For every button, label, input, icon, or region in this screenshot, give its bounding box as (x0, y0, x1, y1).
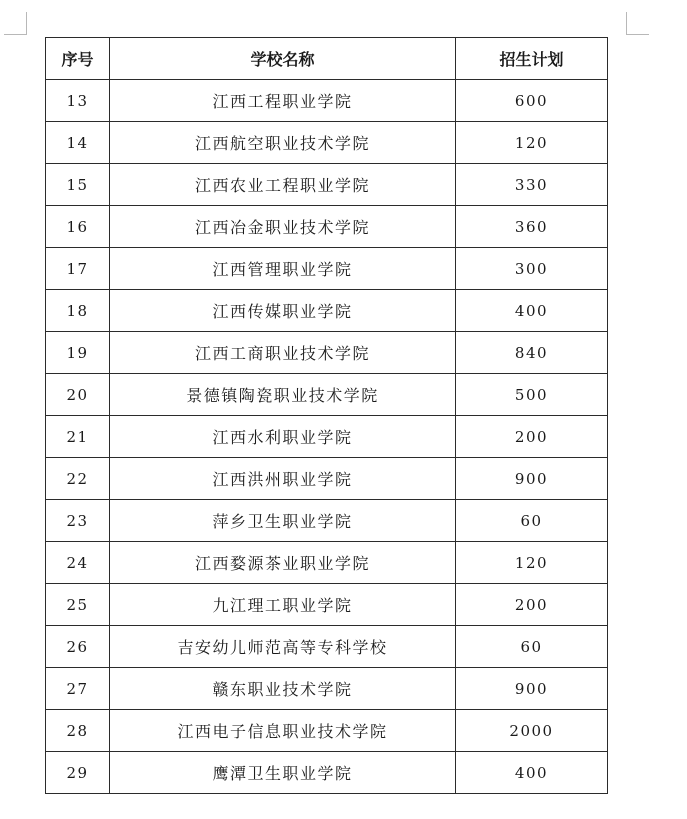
cell-enrollment-plan: 300 (456, 248, 608, 290)
cell-serial-number: 28 (46, 710, 110, 752)
cell-serial-number: 14 (46, 122, 110, 164)
cell-school-name: 景德镇陶瓷职业技术学院 (110, 374, 456, 416)
cell-school-name: 江西电子信息职业技术学院 (110, 710, 456, 752)
cell-enrollment-plan: 900 (456, 668, 608, 710)
cell-serial-number: 29 (46, 752, 110, 794)
cell-serial-number: 13 (46, 80, 110, 122)
table-row (46, 500, 608, 542)
cell-school-name: 萍乡卫生职业学院 (110, 500, 456, 542)
cell-enrollment-plan: 120 (456, 542, 608, 584)
table-row (46, 752, 608, 794)
cell-enrollment-plan: 60 (456, 500, 608, 542)
cell-enrollment-plan: 120 (456, 122, 608, 164)
table-row (46, 584, 608, 626)
cell-enrollment-plan: 900 (456, 458, 608, 500)
cell-enrollment-plan: 360 (456, 206, 608, 248)
cell-enrollment-plan: 200 (456, 416, 608, 458)
cell-serial-number: 25 (46, 584, 110, 626)
table-row (46, 80, 608, 122)
table-row (46, 290, 608, 332)
cell-serial-number: 21 (46, 416, 110, 458)
cell-serial-number: 22 (46, 458, 110, 500)
cell-enrollment-plan: 600 (456, 80, 608, 122)
header-school-name: 学校名称 (110, 38, 456, 80)
cell-serial-number: 19 (46, 332, 110, 374)
cell-enrollment-plan: 400 (456, 752, 608, 794)
cell-enrollment-plan: 2000 (456, 710, 608, 752)
enrollment-table (45, 37, 608, 794)
page-corner-mark-right (626, 12, 649, 35)
header-enrollment-plan: 招生计划 (456, 38, 608, 80)
cell-school-name: 江西婺源茶业职业学院 (110, 542, 456, 584)
cell-school-name: 江西农业工程职业学院 (110, 164, 456, 206)
cell-school-name: 江西工商职业技术学院 (110, 332, 456, 374)
table-row (46, 710, 608, 752)
header-serial-number: 序号 (46, 38, 110, 80)
cell-school-name: 江西冶金职业技术学院 (110, 206, 456, 248)
table-row (46, 122, 608, 164)
cell-school-name: 九江理工职业学院 (110, 584, 456, 626)
cell-school-name: 江西洪州职业学院 (110, 458, 456, 500)
cell-serial-number: 17 (46, 248, 110, 290)
table-row (46, 416, 608, 458)
cell-school-name: 吉安幼儿师范高等专科学校 (110, 626, 456, 668)
cell-enrollment-plan: 840 (456, 332, 608, 374)
cell-enrollment-plan: 400 (456, 290, 608, 332)
table-row (46, 626, 608, 668)
cell-serial-number: 16 (46, 206, 110, 248)
table-header-row (46, 38, 608, 80)
table-row (46, 458, 608, 500)
cell-serial-number: 18 (46, 290, 110, 332)
cell-school-name: 江西工程职业学院 (110, 80, 456, 122)
cell-serial-number: 27 (46, 668, 110, 710)
cell-serial-number: 26 (46, 626, 110, 668)
cell-school-name: 江西管理职业学院 (110, 248, 456, 290)
cell-serial-number: 24 (46, 542, 110, 584)
table-row (46, 374, 608, 416)
cell-serial-number: 15 (46, 164, 110, 206)
cell-enrollment-plan: 330 (456, 164, 608, 206)
cell-enrollment-plan: 200 (456, 584, 608, 626)
table-row (46, 248, 608, 290)
cell-enrollment-plan: 60 (456, 626, 608, 668)
cell-school-name: 赣东职业技术学院 (110, 668, 456, 710)
cell-enrollment-plan: 500 (456, 374, 608, 416)
table-row (46, 668, 608, 710)
cell-school-name: 江西航空职业技术学院 (110, 122, 456, 164)
cell-serial-number: 20 (46, 374, 110, 416)
table-body (46, 80, 608, 794)
table-row (46, 206, 608, 248)
cell-school-name: 江西水利职业学院 (110, 416, 456, 458)
cell-school-name: 鹰潭卫生职业学院 (110, 752, 456, 794)
page-corner-mark-left (4, 12, 27, 35)
cell-serial-number: 23 (46, 500, 110, 542)
cell-school-name: 江西传媒职业学院 (110, 290, 456, 332)
table-row (46, 542, 608, 584)
table-row (46, 332, 608, 374)
table-row (46, 164, 608, 206)
